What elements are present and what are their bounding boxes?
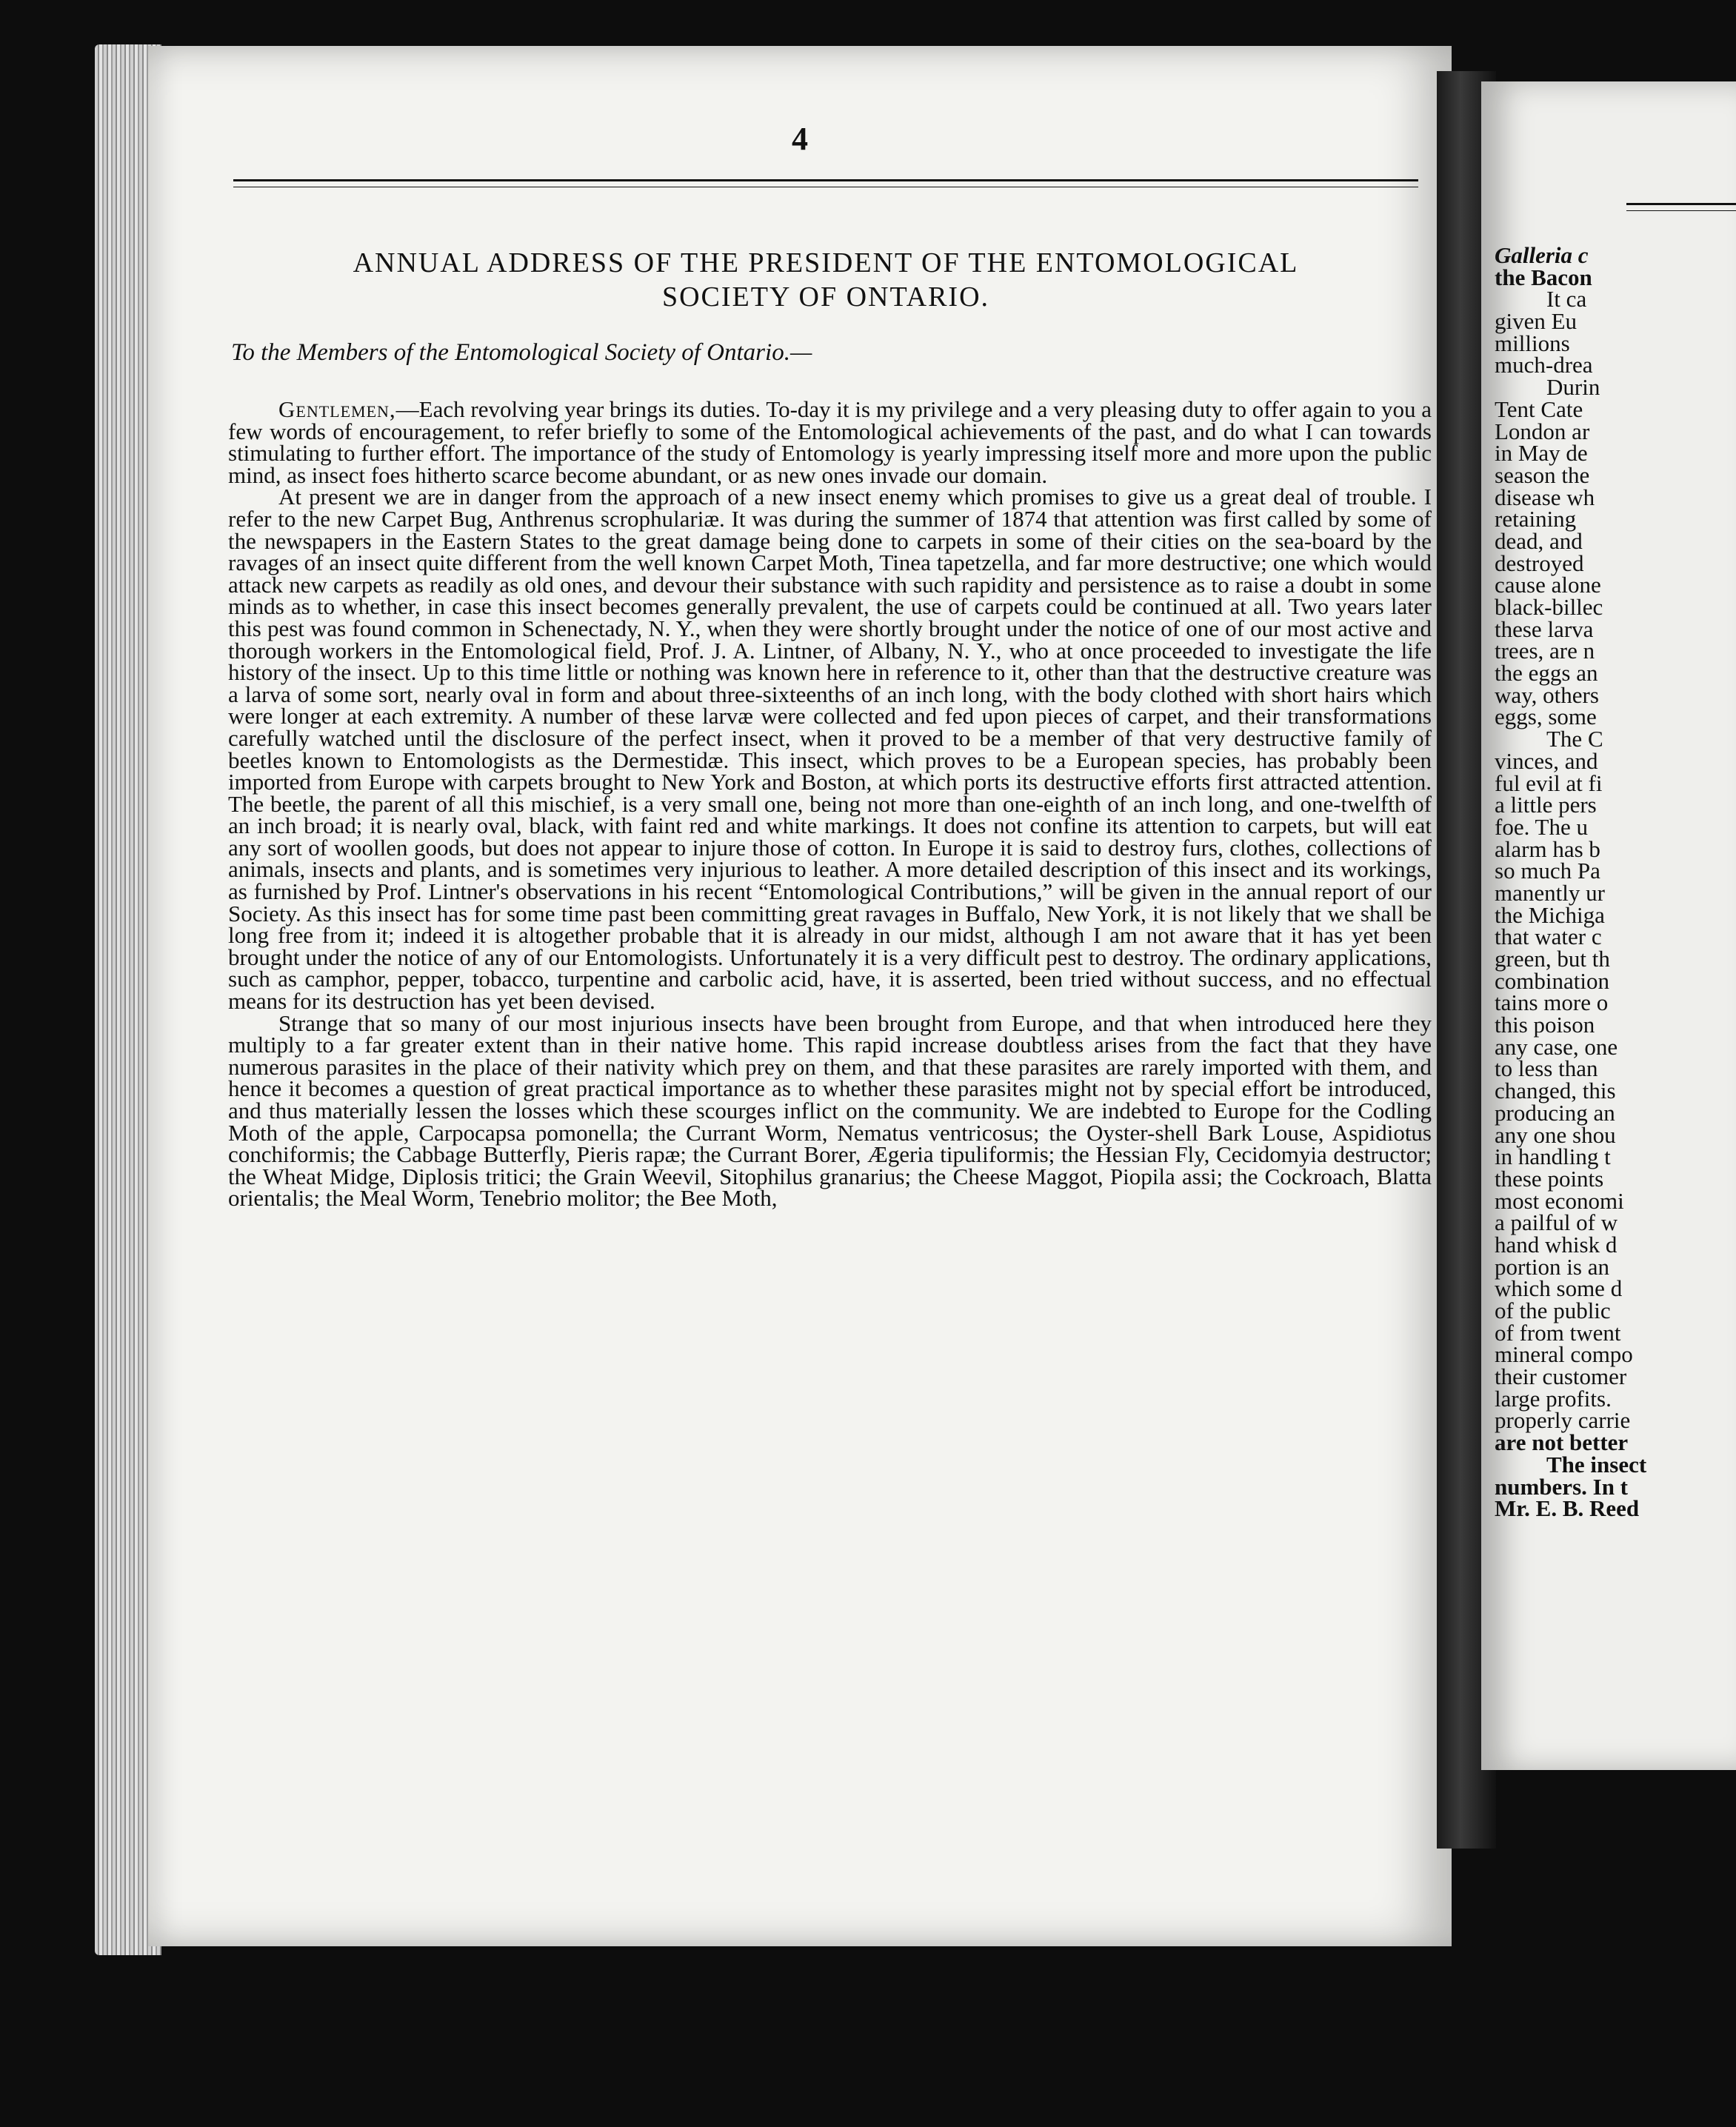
heading-line-1: ANNUAL ADDRESS OF THE PRESIDENT OF THE ENTOMOLOGICAL xyxy=(353,247,1299,278)
right-page-line: ful evil at fi xyxy=(1495,769,1603,796)
right-page-line: Tent Cate xyxy=(1495,395,1583,422)
right-page-line: trees, are n xyxy=(1495,638,1595,664)
right-page-line: properly carrie xyxy=(1495,1407,1631,1434)
right-page-line: combination xyxy=(1495,967,1609,994)
heading-line-2: SOCIETY OF ONTARIO. xyxy=(661,281,990,313)
right-page-line: way, others xyxy=(1495,681,1599,708)
right-page-fragment xyxy=(1481,81,1736,1770)
right-page-line: black-billec xyxy=(1495,594,1603,620)
right-page-text xyxy=(1495,244,1736,1520)
paragraph-1-text: —Each revolving year brings its duties. To-day it is my privilege and a very pleasing duty to offer again to you a few words of encouragement, to refer briefly to some of the Entomological achievements of the past, and do what I can towards stimulating to further effort. The importance of the study of Entomology is yearly impressing itself more and more upon the public mind, as insect foes hitherto scarce become abundant, or as new ones invade our domain. xyxy=(228,396,1432,488)
right-page-line: much-drea xyxy=(1495,352,1593,378)
right-top-rule xyxy=(1626,203,1736,205)
paragraph-2: At present we are in danger from the approach of a new insect enemy which promises to give us a great deal of trouble. I refer to the new Carpet Bug, Anthrenus scrophulariæ. It was during the summer of 1874 that attention was first called by some of the newspapers in the Eastern States to the great damage being done to carpets in some of their cities on the sea-board by the ravages of an insect quite different from the well known Carpet Moth, Tinea tapetzella, and far more destructive; one which would attack new carpets as readily as old ones, and devour their substance with such rapidity and persistence as to raise a doubt in some minds as to whether, in case this insect becomes generally prevalent, the use of carpets could be continued at all. Two years later this pest was found common in Schenectady, N. Y., when they were shortly brought under the notice of one of our most active and thorough workers in the Entomological field, Prof. J. A. Lintner, of Albany, N. Y., who at once proceeded to investigate the life history of the insect. Up to this time little or nothing was known here in reference to it, other than that the destructive creature was a larva of some sort, nearly oval in form and about three-sixteenths of an inch long, with the body clothed with short hairs which were longer at each extremity. A number of these larvæ were collected and fed upon pieces of carpet, and their transformations carefully watched until the disclosure of the perfect insect, when it proved to be a member of that very destructive family of beetles known to Entomologists as the Dermestidæ. This insect, which proves to be a European species, has probably been imported from Europe with carpets brought to New York and Boston, at which ports its destructive efforts first attracted attention. The beetle, the parent of all this mischief, is a very small one, being not more than one-eighth of an inch long, and one-twelfth of an inch broad; it is nearly oval, black, with faint red and white markings. It does not confine its attention to carpets, but will eat any sort of woollen goods, but does not appear to injure those of cotton. In Europe it is said to destroy furs, clothes, collections of animals, insects and plants, and is sometimes very injurious to leather. A more detailed description of this insect and its workings, as furnished by Prof. Lintner's observations in his recent “Entomological Contributions,” will be given in the annual report of our Society. As this insect has for some time past been committing great ravages in Buffalo, New York, it is not likely that we shall be long free from it; indeed it is altogether probable that it is already in our midst, although I am not aware that it has yet been brought under the notice of any of our Entomologists. Unfortunately it is a very difficult pest to destroy. The ordinary applications, such as camphor, pepper, tobacco, turpentine and carbolic acid, have, it is asserted, been tried without success, and no effectual means for its destruction has yet been devised. xyxy=(228,484,1432,1015)
right-page-line: these larva xyxy=(1495,615,1594,642)
right-page-line: The insect xyxy=(1546,1451,1647,1477)
salutation: To the Members of the Entomological Society of Ontario.— xyxy=(231,339,812,366)
right-page-line: changed, this xyxy=(1495,1078,1616,1104)
right-page-line: any case, one xyxy=(1495,1033,1618,1060)
right-page-line: numbers. In t xyxy=(1495,1473,1629,1500)
article-body xyxy=(228,396,1432,1212)
paragraph-3: Strange that so many of our most injurious insects have been brought from Europe, and that when introduced here they multiply to a far greater extent than in their native home. This rapid increase doubtless arises from the fact that they have numerous parasites in the place of their nativity which prey on them, and that these parasites are rarely imported with them, and hence it becomes a question of great practical importance as to whether these parasites might not by special effort be introduced, and thus materially lessen the losses which these scourges inflict on the community. We are indebted to Europe for the Codling Moth of the apple, Carpocapsa pomonella; the Currant Worm, Nematus ventricosus; the Oyster-shell Bark Louse, Aspidiotus conchiformis; the Cabbage Butterfly, Pieris rapæ; the Currant Borer, Ægeria tipuliformis; the Hessian Fly, Cecidomyia destructor; the Wheat Midge, Diplosis tritici; the Grain Weevil, Sitophilus granarius; the Cheese Maggot, Piopila assi; the Cockroach, Blatta orientalis; the Meal Worm, Tenebrio molitor; the Bee Moth, xyxy=(228,1009,1432,1212)
right-page-line: so much Pa xyxy=(1495,858,1600,884)
right-page-line: mineral compo xyxy=(1495,1341,1633,1368)
right-page-line: hand whisk d xyxy=(1495,1231,1618,1258)
right-page-line: in handling t xyxy=(1495,1143,1611,1170)
right-page-line: this poison xyxy=(1495,1012,1595,1038)
page-number: 4 xyxy=(792,121,808,157)
right-page-line: season the xyxy=(1495,461,1590,488)
right-page-line: that water c xyxy=(1495,924,1602,950)
right-page-line: the eggs an xyxy=(1495,660,1598,687)
right-page-line: a little pers xyxy=(1495,792,1597,818)
right-page-line: their customer xyxy=(1495,1363,1627,1390)
right-page-line: these points xyxy=(1495,1165,1604,1192)
right-page-line: eggs, some xyxy=(1495,704,1597,730)
right-page-line: Mr. E. B. Reed xyxy=(1495,1495,1640,1522)
right-page-line: retaining xyxy=(1495,506,1577,532)
right-page-line: foe. The u xyxy=(1495,813,1588,840)
right-page-line: to less than xyxy=(1495,1055,1598,1082)
paragraph-1 xyxy=(228,398,1432,486)
right-page-line: millions xyxy=(1495,330,1570,356)
right-page-line: which some d xyxy=(1495,1275,1623,1302)
right-page-line: portion is an xyxy=(1495,1253,1609,1280)
right-page-line: given Eu xyxy=(1495,308,1578,335)
right-page-line: green, but th xyxy=(1495,946,1610,972)
right-page-line: the Michiga xyxy=(1495,901,1605,928)
right-page-line: dead, and xyxy=(1495,527,1583,554)
right-page-line: cause alone xyxy=(1495,572,1601,598)
right-page-line: disease wh xyxy=(1495,484,1595,510)
right-page-line: producing an xyxy=(1495,1099,1615,1126)
right-page-line: of from twent xyxy=(1495,1319,1621,1346)
right-page-line: The C xyxy=(1546,726,1603,752)
right-page-line: tains more o xyxy=(1495,989,1609,1016)
right-page-line: most economi xyxy=(1495,1187,1624,1214)
right-page-line: manently ur xyxy=(1495,879,1605,906)
right-page-line: the Bacon xyxy=(1495,264,1592,290)
right-page-line: of the public xyxy=(1495,1298,1611,1323)
right-page-line: vinces, and xyxy=(1495,747,1598,774)
right-page-line: large profits. xyxy=(1495,1385,1612,1412)
article-heading xyxy=(230,246,1422,314)
right-top-rule-thin xyxy=(1626,210,1736,211)
paragraph-lead: Gentlemen, xyxy=(278,396,396,422)
right-page-line: are not better xyxy=(1495,1429,1629,1456)
right-page-line: It ca xyxy=(1546,286,1587,313)
right-page-line: alarm has b xyxy=(1495,835,1600,862)
left-page xyxy=(148,46,1452,1946)
right-page-line: destroyed xyxy=(1495,550,1584,576)
right-page-line: any one shou xyxy=(1495,1121,1616,1148)
right-page-line: Durin xyxy=(1546,374,1600,401)
right-page-line: Galleria c xyxy=(1495,242,1589,268)
top-rule xyxy=(233,179,1418,181)
right-page-line: in May de xyxy=(1495,440,1588,467)
right-page-line: London ar xyxy=(1495,418,1590,444)
right-page-line: a pailful of w xyxy=(1495,1209,1618,1236)
